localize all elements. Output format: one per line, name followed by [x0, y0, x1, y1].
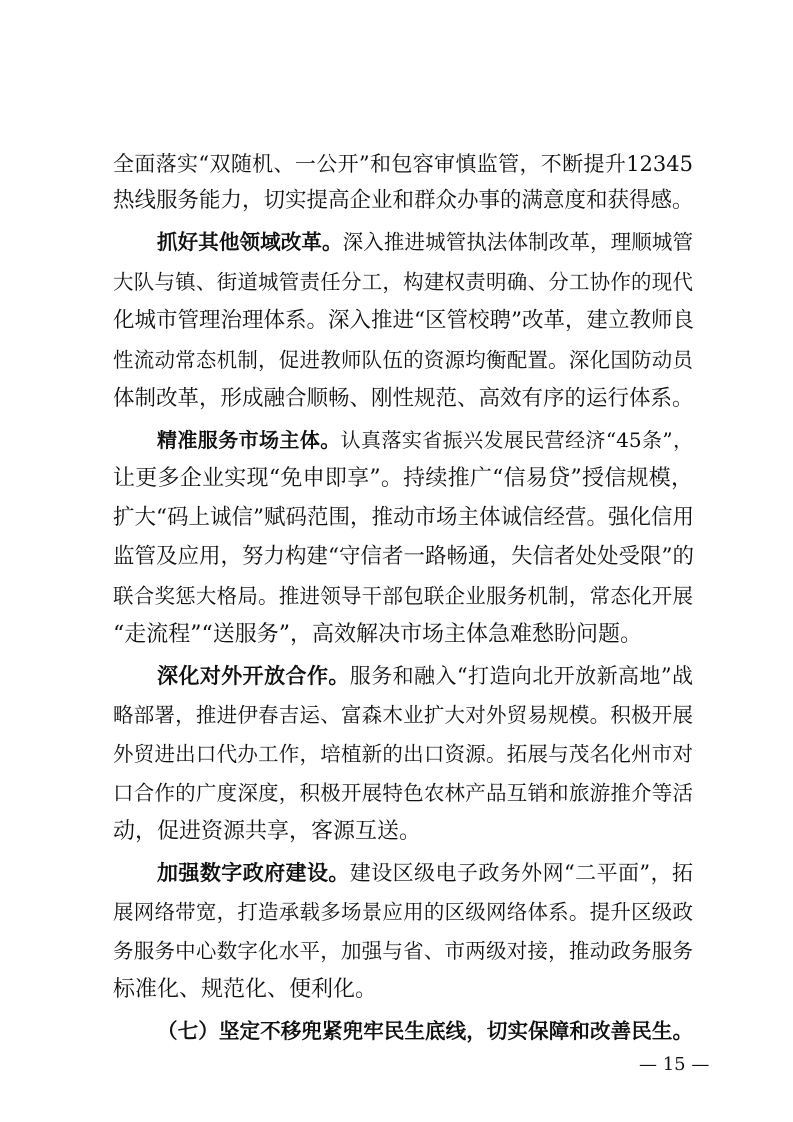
- paragraph-line-10: [113, 504, 693, 532]
- page-number: — 15 —: [639, 1054, 710, 1075]
- line-text: 全面落实“双随机、一公开”和包容审慎监管，不断提升12345: [113, 152, 693, 176]
- paragraph-line-5: [113, 307, 693, 335]
- paragraph-line-19: [157, 859, 693, 887]
- paragraph-line-21: [113, 937, 693, 965]
- line-text: 化城市管理治理体系。深入推进“区管校聘”改革，建立教师良: [113, 308, 694, 333]
- line-text: 外贸进出口代办工作，培植新的出口资源。拓展与茂名化州市对: [113, 742, 693, 766]
- line-text: 扩大“码上诚信”赋码范围，推动市场主体诚信经营。强化信用: [113, 505, 694, 530]
- paragraph-heading: 抓好其他领域改革。: [157, 230, 343, 254]
- paragraph-line-3: [157, 228, 693, 256]
- line-text: 展网络带宽，打造承载多场景应用的区级网络体系。提升区级政: [113, 900, 693, 924]
- paragraph-line-20: [113, 898, 693, 926]
- line-text: 体制改革，形成融合顺畅、刚性规范、高效有序的运行体系。: [113, 386, 694, 411]
- paragraph-line-7: [113, 385, 693, 413]
- paragraph-line-1: [113, 150, 693, 178]
- paragraph-line-4: [113, 268, 693, 296]
- paragraph-heading: 精准服务市场主体。: [157, 428, 341, 452]
- line-text: 标准化、规范化、便利化。: [113, 977, 378, 1002]
- line-text: 动，促进资源共享，客源互送。: [113, 819, 422, 844]
- paragraph-line-15: [113, 701, 693, 729]
- paragraph-line-22: [113, 976, 693, 1004]
- line-text: 务服务中心数字化水平，加强与省、市两级对接，推动政务服务: [113, 939, 693, 963]
- paragraph-line-18: [113, 818, 693, 846]
- paragraph-line-13: [113, 621, 693, 649]
- paragraph-line-14: [157, 662, 693, 690]
- line-text: 让更多企业实现“免申即享”。持续推广“信易贷”授信规模，: [113, 466, 693, 491]
- line-text: 联合奖惩大格局。推进领导干部包联企业服务机制，常态化开展: [113, 584, 693, 608]
- line-text: 性流动常态机制，促进教师队伍的资源均衡配置。深化国防动员: [113, 348, 693, 372]
- paragraph-line-6: [113, 346, 693, 374]
- line-text: 建设区级电子政务外网“二平面”，拓: [349, 861, 693, 885]
- line-text: 略部署，推进伊春吉运、富森木业扩大对外贸易规模。积极开展: [113, 703, 693, 727]
- line-text: 口合作的广度深度，积极开展特色农林产品互销和旅游推介等活: [113, 781, 693, 805]
- line-text: 认真落实省振兴发展民营经济“45条”，: [340, 428, 693, 452]
- paragraph-line-11: [113, 543, 693, 571]
- line-text: 监管及应用，努力构建“守信者一路畅通，失信者处处受限”的: [113, 544, 694, 569]
- line-text: “走流程”“送服务”，高效解决市场主体急难愁盼问题。: [113, 622, 642, 647]
- line-text: 服务和融入“打造向北开放新高地”战: [349, 664, 693, 688]
- paragraph-heading: 加强数字政府建设。: [157, 861, 350, 885]
- line-text: 大队与镇、街道城管责任分工，构建权责明确、分工协作的现代: [113, 270, 693, 294]
- line-text: 深入推进城管执法体制改革，理顺城管: [342, 230, 694, 254]
- section-heading: （七）坚定不移兜紧兜牢民生底线，切实保障和改善民生。: [157, 1019, 693, 1043]
- paragraph-line-16: [113, 740, 693, 768]
- paragraph-line-9: [113, 465, 693, 493]
- paragraph-line-17: [113, 779, 693, 807]
- paragraph-line-12: [113, 582, 693, 610]
- line-text: 热线服务能力，切实提高企业和群众办事的满意度和获得感。: [113, 188, 694, 213]
- paragraph-line-2: [113, 187, 693, 215]
- paragraph-line-8: [157, 426, 693, 454]
- paragraph-heading: 深化对外开放合作。: [157, 664, 350, 688]
